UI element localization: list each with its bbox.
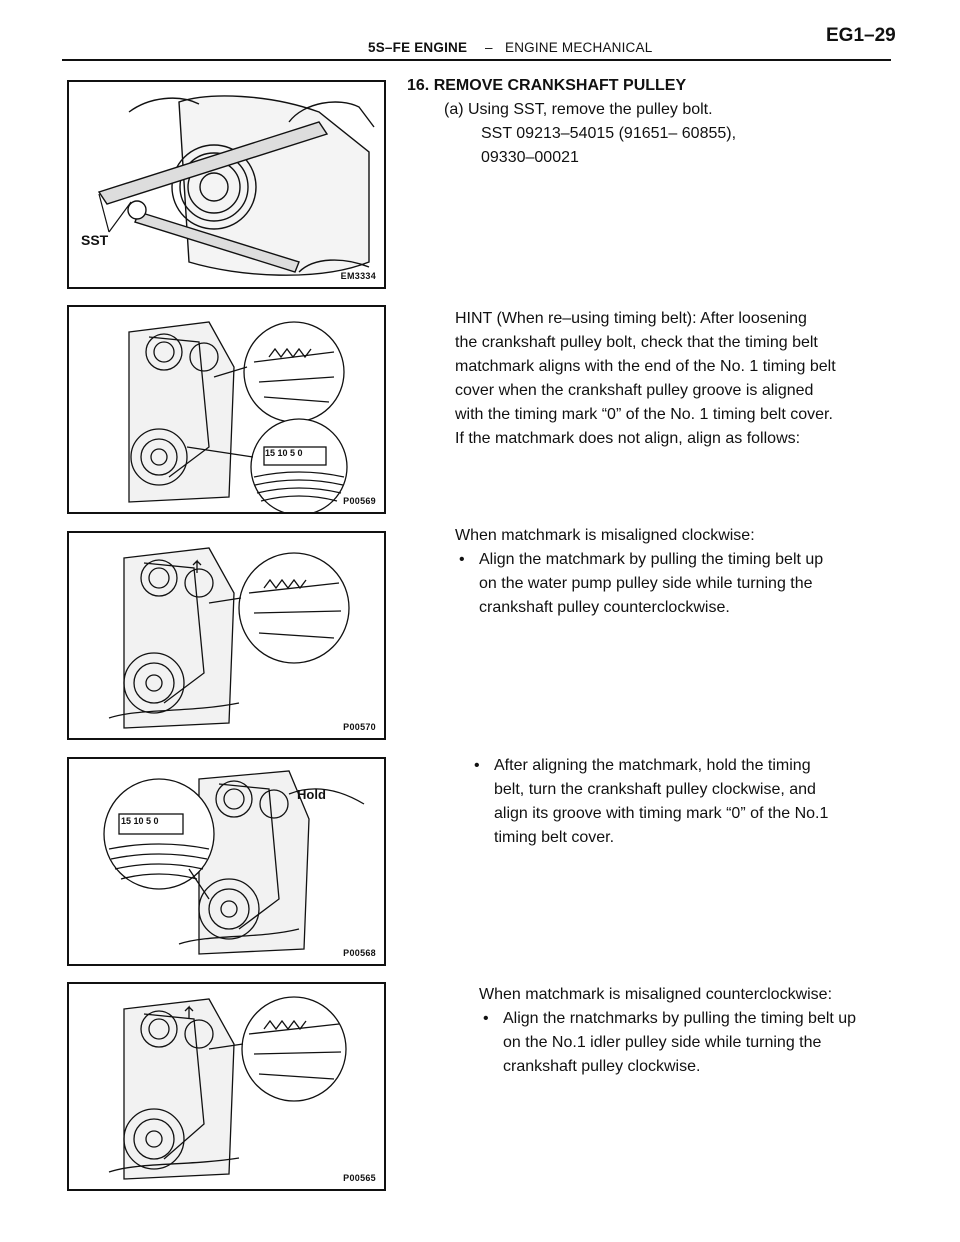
clockwise-line: on the water pump pulley side while turning the — [479, 575, 813, 592]
page-number: EG1–29 — [826, 25, 896, 46]
sst-pulley-illustration — [69, 82, 384, 287]
counterclockwise-adjust-illustration — [69, 984, 384, 1189]
counter-bullet-item — [479, 1007, 856, 1031]
engine-timing-illustration — [69, 307, 384, 512]
bullet-glyph: • — [474, 757, 480, 774]
counter-line: crankshaft pulley clockwise. — [503, 1058, 701, 1075]
after-line: After aligning the matchmark, hold the timing — [494, 757, 811, 774]
timing-scale-label: 15 10 5 0 — [121, 816, 159, 826]
clockwise-line: Align the matchmark by pulling the timing belt up — [479, 551, 824, 568]
figure-code: P00565 — [343, 1173, 376, 1183]
figure-clockwise-adjust — [67, 531, 386, 740]
clockwise-line: crankshaft pulley counterclockwise. — [479, 599, 730, 616]
header-rule — [62, 59, 891, 61]
step-16a-text: (a) Using SST, remove the pulley bolt. — [444, 101, 713, 118]
hold-belt-illustration — [69, 759, 384, 964]
hint-line: HINT (When re–using timing belt): After loosening — [455, 310, 807, 327]
step-16-title: 16. REMOVE CRANKSHAFT PULLEY — [407, 77, 687, 94]
figure-hold-belt — [67, 757, 386, 966]
figure-label-hold: Hold — [297, 787, 326, 802]
hint-line: matchmark aligns with the end of the No. 1 timing belt — [455, 358, 836, 375]
hint-line: with the timing mark “0” of the No. 1 timing belt cover. — [455, 406, 833, 423]
counterclockwise-block — [479, 983, 856, 1079]
figure-label-sst: SST — [81, 232, 109, 248]
sst-numbers-line1: SST 09213–54015 (91651– 60855), — [481, 125, 737, 142]
counter-line: Align the rnatchmarks by pulling the timing belt up — [503, 1010, 857, 1027]
step-16-block — [407, 74, 736, 170]
figure-code: P00570 — [343, 722, 376, 732]
figure-matchmark-check — [67, 305, 386, 514]
bullet-glyph: • — [459, 551, 465, 568]
bullet-glyph: • — [483, 1010, 489, 1027]
sst-numbers-line2: 09330–00021 — [481, 149, 579, 166]
figure-code: P00569 — [343, 496, 376, 506]
counter-intro: When matchmark is misaligned counterclockwise: — [479, 986, 833, 1003]
figure-code: EM3334 — [340, 271, 376, 281]
after-bullet-item — [470, 754, 828, 778]
hint-line: the crankshaft pulley bolt, check that the timing belt — [455, 334, 818, 351]
figure-code: P00568 — [343, 948, 376, 958]
hint-block — [455, 307, 836, 451]
figure-sst-pulley — [67, 80, 386, 289]
figure-counterclockwise-adjust — [67, 982, 386, 1191]
timing-scale-label: 15 10 5 0 — [265, 448, 303, 458]
clockwise-block — [455, 524, 823, 620]
after-aligning-block — [470, 754, 828, 850]
header-section-title: ENGINE MECHANICAL — [505, 40, 653, 55]
after-line: belt, turn the crankshaft pulley clockwise, and — [494, 781, 816, 798]
counter-line: on the No.1 idler pulley side while turning the — [503, 1034, 822, 1051]
after-line: timing belt cover. — [494, 829, 615, 846]
header-engine-title: 5S–FE ENGINE — [368, 40, 468, 55]
after-line: align its groove with timing mark “0” of the No.1 — [494, 805, 829, 822]
hint-line: cover when the crankshaft pulley groove is aligned — [455, 382, 814, 399]
clockwise-bullet-item — [455, 548, 823, 572]
hint-line: If the matchmark does not align, align as follows: — [455, 430, 801, 447]
clockwise-intro: When matchmark is misaligned clockwise: — [455, 527, 755, 544]
header-separator: – — [485, 40, 493, 55]
clockwise-adjust-illustration — [69, 533, 384, 738]
